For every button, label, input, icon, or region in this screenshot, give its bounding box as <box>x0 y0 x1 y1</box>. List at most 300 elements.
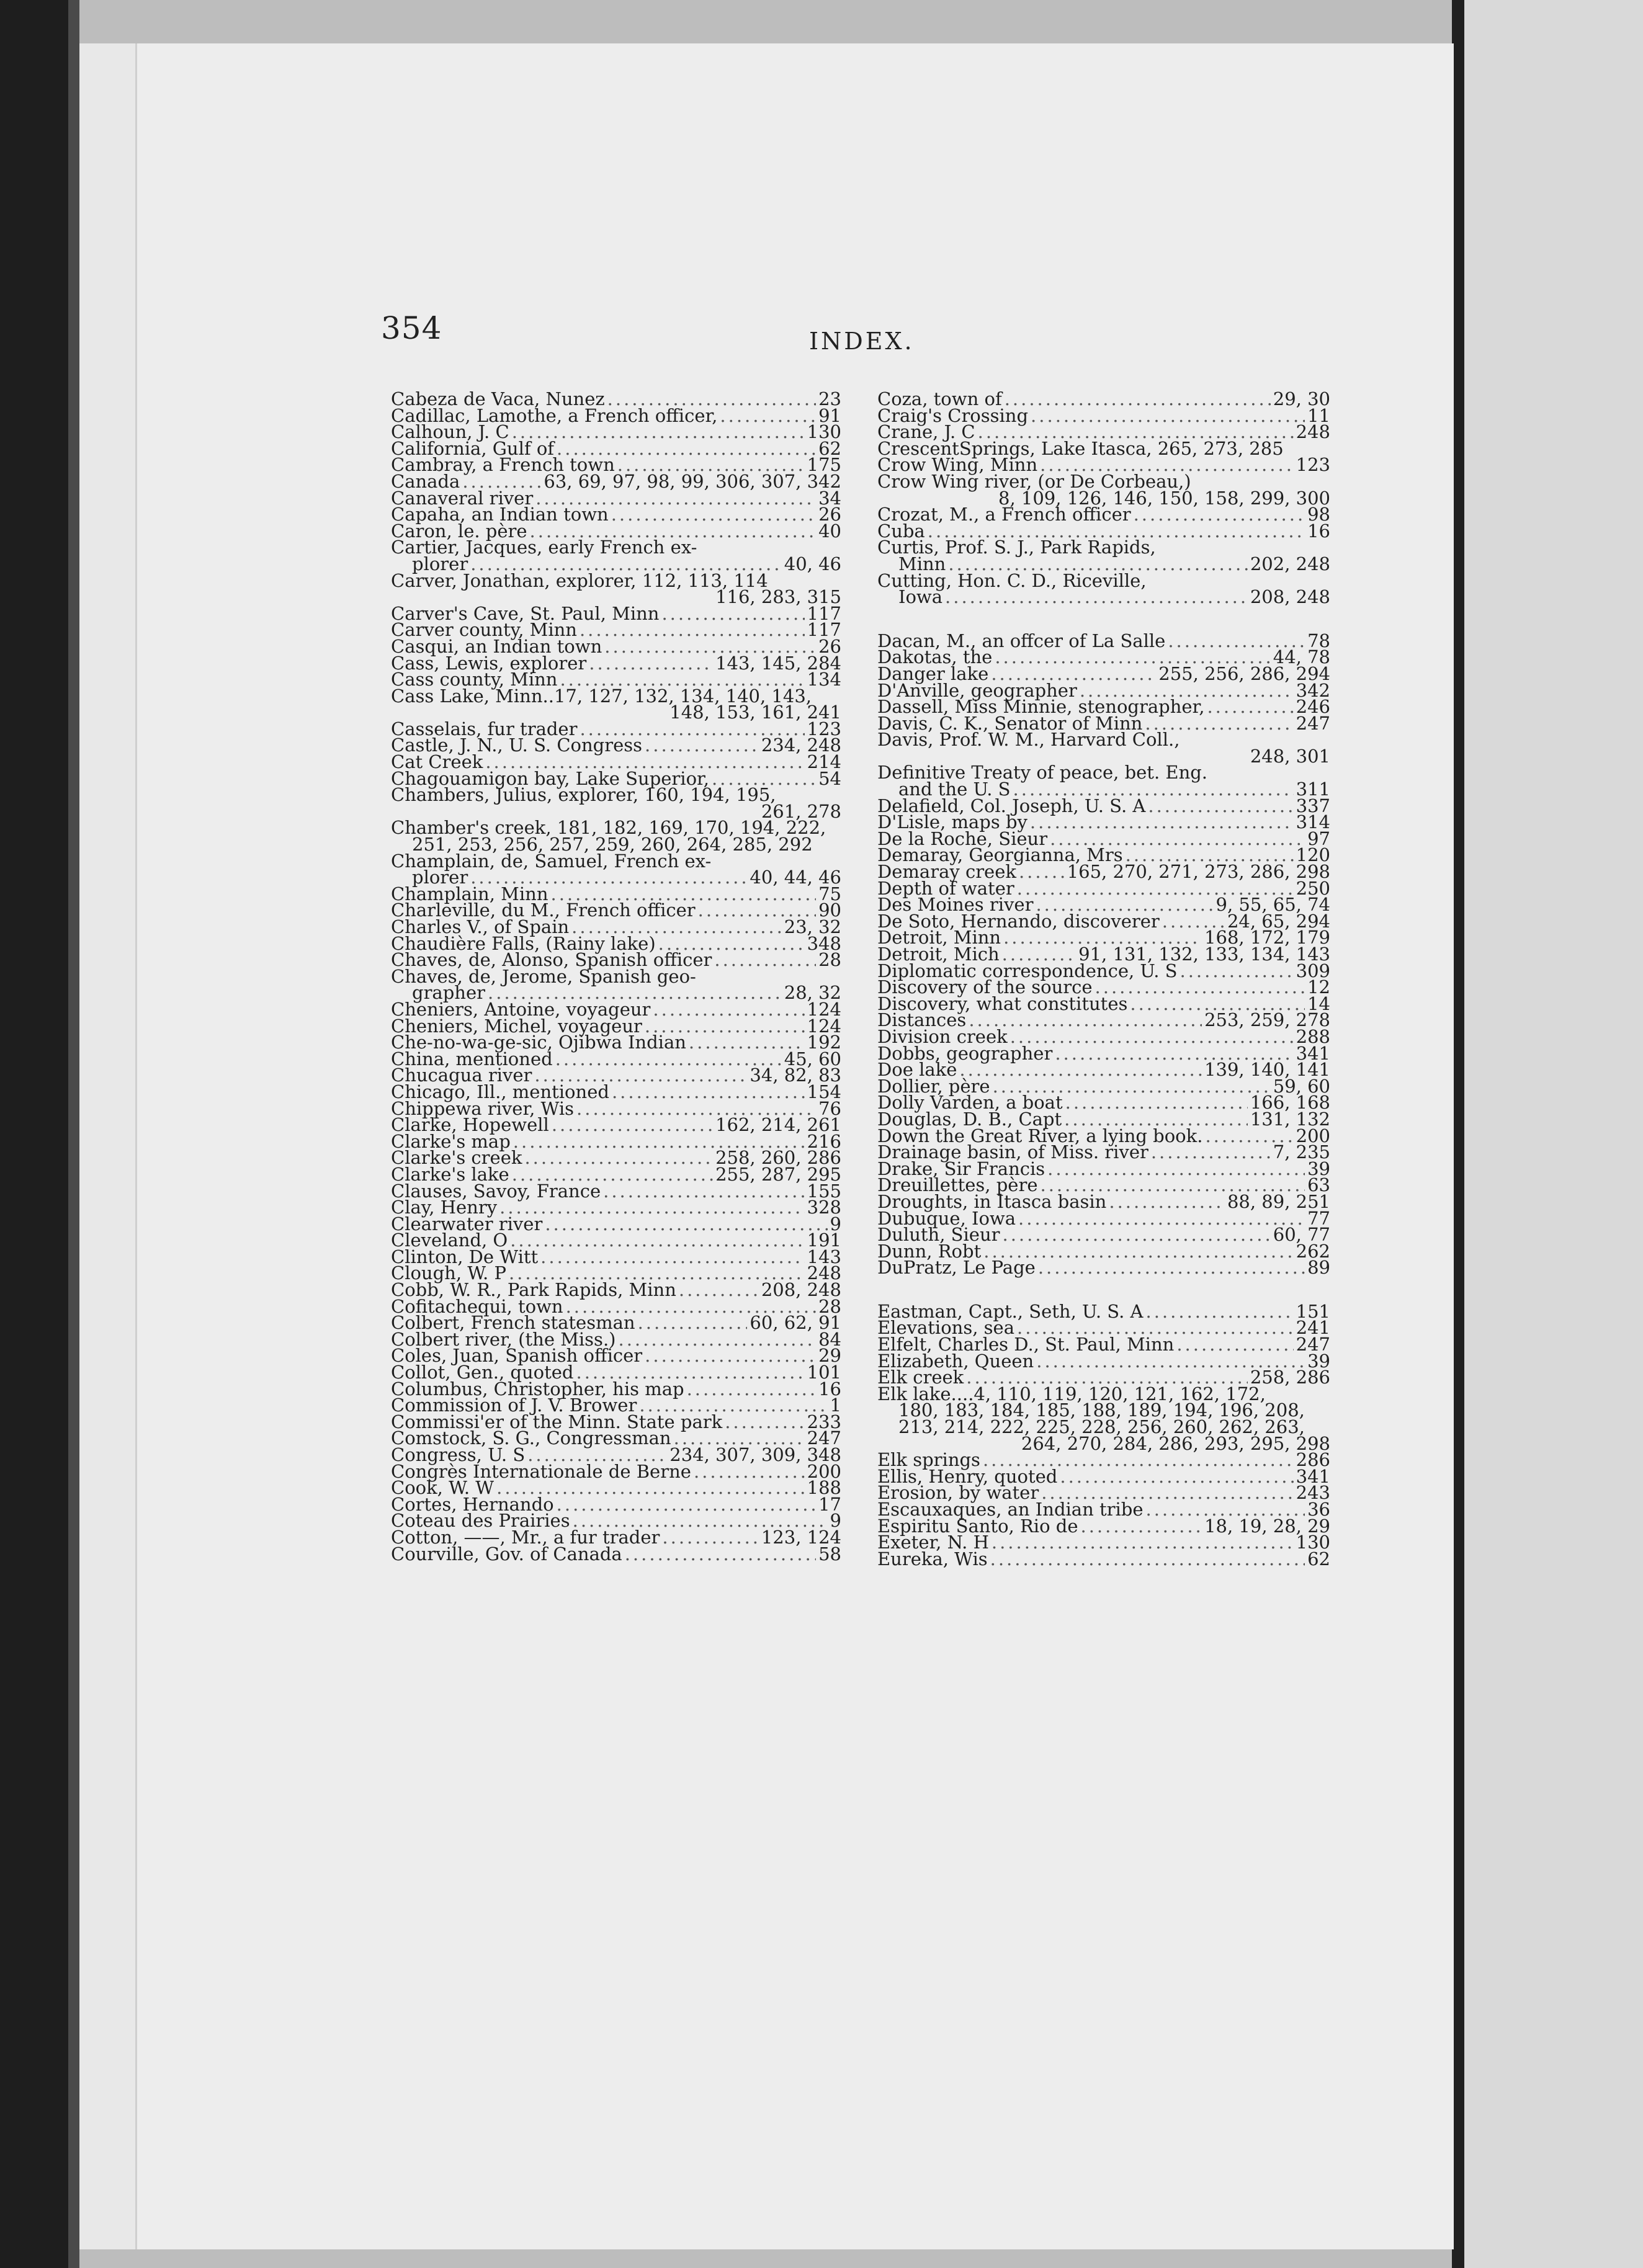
page-references: 124 <box>807 1015 841 1037</box>
index-heading: Clarke, Hopewell <box>391 1114 549 1136</box>
index-heading: Capaha, an Indian town <box>391 504 609 525</box>
index-heading: Champlain, de, Samuel, French ex- <box>391 850 712 872</box>
page-references: 26 <box>818 504 841 525</box>
page-references: 255, 287, 295 <box>715 1163 841 1185</box>
page-references: 34, 82, 83 <box>750 1065 841 1086</box>
index-heading: Collot, Gen., quoted <box>391 1362 574 1383</box>
page-references: 40 <box>818 520 841 542</box>
dot-leader <box>1060 1468 1293 1485</box>
page-references: 39 <box>1307 1158 1330 1179</box>
page-references: 246 <box>1296 696 1330 718</box>
dot-leader <box>638 1315 748 1331</box>
index-heading: Escauxaques, an Indian tribe <box>877 1499 1144 1520</box>
dot-leader <box>611 506 816 523</box>
index-heading: Cortes, Hernando <box>391 1493 554 1515</box>
page-references: 248 <box>807 1262 841 1284</box>
index-heading: Delafield, Col. Joseph, U. S. A <box>877 795 1146 816</box>
index-heading: Casselais, fur trader <box>391 718 578 739</box>
index-heading: Clarke's creek <box>391 1147 522 1169</box>
page-references: 248, 301 <box>1250 745 1330 767</box>
index-heading: Crow Wing, Minn <box>877 454 1038 476</box>
page-references: 134 <box>807 669 841 690</box>
index-heading: Curtis, Prof. S. J., Park Rapids, <box>877 537 1156 558</box>
letter-section-gap <box>877 605 1330 633</box>
page-references: 16 <box>1307 520 1330 542</box>
page-references: 116, 283, 315 <box>715 586 841 608</box>
page-references: 258, 286 <box>1250 1367 1330 1388</box>
page-references: 314 <box>1296 811 1330 833</box>
index-heading: Clearwater river <box>391 1213 543 1234</box>
index-entry <box>877 506 1330 523</box>
page-references: 44, 78 <box>1273 646 1330 668</box>
dot-leader <box>557 1496 816 1513</box>
index-heading: Charles V., of Spain <box>391 916 570 937</box>
dot-leader <box>1003 1226 1271 1243</box>
index-heading: Cass, Lewis, explorer <box>391 652 587 674</box>
index-heading: Cambray, a French town <box>391 454 615 476</box>
index-heading: Chagouamigon bay, Lake Superior, <box>391 767 709 789</box>
page-references: 29 <box>818 1345 841 1367</box>
page-references: 247 <box>807 1427 841 1449</box>
index-heading: Douglas, D. B., Capt <box>877 1108 1062 1130</box>
index-heading: Crozat, M., a French officer <box>877 504 1131 525</box>
page-references: 216 <box>807 1130 841 1152</box>
index-heading: Congress, U. S <box>391 1444 526 1465</box>
facing-page <box>1464 0 1643 2268</box>
page-references: 9 <box>830 1510 841 1532</box>
index-heading: Down the Great River, a lying book. <box>877 1125 1203 1146</box>
dot-leader <box>945 589 1248 605</box>
page-references: 247 <box>1296 1334 1330 1355</box>
index-heading: Cutting, Hon. C. D., Riceville, <box>877 569 1147 591</box>
index-heading: DuPratz, Le Page <box>877 1257 1036 1279</box>
page-references: 89 <box>1307 1257 1330 1279</box>
page-references: 90 <box>818 900 841 921</box>
index-heading: plorer <box>412 553 468 574</box>
dot-leader <box>645 737 759 754</box>
page-references: 117 <box>807 619 841 641</box>
page-references: 208, 248 <box>1250 586 1330 608</box>
page-references: 123 <box>807 718 841 739</box>
index-heading: Eureka, Wis <box>877 1548 988 1569</box>
page-references: 154 <box>807 1081 841 1102</box>
index-heading: De Soto, Hernando, discoverer <box>877 910 1160 932</box>
index-heading: Cheniers, Michel, voyageur <box>391 1015 642 1037</box>
page-references: 91 <box>818 404 841 426</box>
page-references: 11 <box>1307 404 1330 426</box>
dot-leader <box>499 1199 805 1216</box>
index-heading: Cass county, Minn <box>391 669 558 690</box>
dot-leader <box>1031 408 1305 424</box>
page-references: 78 <box>1307 630 1330 651</box>
index-heading: CrescentSprings, Lake Itasca, 265, 273, 285 <box>877 437 1284 459</box>
page-references: 63, 69, 97, 98, 99, 306, 307, 342 <box>544 470 841 492</box>
page-references: 233 <box>807 1411 841 1432</box>
index-heading: Clough, W. P <box>391 1262 506 1284</box>
index-heading: Chaves, de, Jerome, Spanish geo- <box>391 965 696 987</box>
page-references: 191 <box>807 1230 841 1251</box>
page-references: 54 <box>818 767 841 789</box>
dot-leader <box>959 1061 1202 1078</box>
page-references: 208, 248 <box>761 1279 841 1301</box>
index-heading: Duluth, Sieur <box>877 1224 1000 1246</box>
dot-leader <box>580 622 805 638</box>
index-heading: D'Lisle, maps by <box>877 811 1027 833</box>
page-references: 200 <box>1296 1125 1330 1146</box>
index-heading: Coteau des Prairies <box>391 1510 570 1532</box>
index-heading: Che-no-wa-ge-sic, Ojibwa Indian <box>391 1032 686 1053</box>
page-references: 262 <box>1296 1240 1330 1262</box>
index-heading: Cass Lake, Minn..17, 127, 132, 134, 140, 143, <box>391 685 812 707</box>
dot-leader <box>662 1529 758 1546</box>
page-references: 45, 60 <box>784 1048 841 1069</box>
page-references: 342 <box>1296 679 1330 701</box>
dot-leader <box>661 605 804 622</box>
page-references: 16 <box>818 1378 841 1400</box>
page-references: 60, 77 <box>1273 1224 1330 1246</box>
index-heading: Clinton, De Witt <box>391 1246 539 1267</box>
dot-leader <box>1151 1144 1271 1161</box>
dot-leader <box>1207 699 1293 715</box>
page-references: 23, 32 <box>784 916 841 937</box>
dot-leader <box>555 1051 782 1068</box>
page-references: 26 <box>818 635 841 657</box>
index-heading: Commission of J. V. Brower <box>391 1395 637 1416</box>
index-heading: Iowa <box>898 586 943 608</box>
page-references: 62 <box>818 437 841 459</box>
index-heading: Cheniers, Antoine, voyageur <box>391 998 651 1020</box>
index-heading: Coles, Juan, Spanish officer <box>391 1345 643 1367</box>
index-heading: Elfelt, Charles D., St. Paul, Minn <box>877 1334 1175 1355</box>
page-references: 76 <box>818 1097 841 1119</box>
index-heading: Discovery, what constitutes <box>877 993 1128 1014</box>
page-references: 143 <box>807 1246 841 1267</box>
page-references: 200 <box>807 1460 841 1482</box>
page-references: 9, 55, 65, 74 <box>1215 894 1330 916</box>
dot-leader <box>1065 1094 1248 1111</box>
index-heading: D'Anville, geographer <box>877 679 1077 701</box>
index-heading: Chucagua river <box>391 1065 532 1086</box>
dot-leader <box>589 655 713 672</box>
scan-background-left <box>0 0 68 2268</box>
index-heading: grapher <box>412 982 485 1004</box>
page-references: 28 <box>818 949 841 971</box>
page-references: 28 <box>818 1295 841 1317</box>
dot-leader <box>618 1331 816 1348</box>
book-edge <box>68 0 79 2268</box>
index-entry <box>877 586 1330 608</box>
index-heading: Espiritu Santo, Rio de <box>877 1515 1078 1537</box>
page-references: 17 <box>818 1493 841 1515</box>
letter-section-gap <box>877 1276 1330 1303</box>
dot-leader <box>1134 506 1305 523</box>
dot-leader <box>540 1249 804 1266</box>
index-heading: Elizabeth, Queen <box>877 1350 1034 1372</box>
page-references: 120 <box>1296 844 1330 866</box>
index-heading: Carver county, Minn <box>391 619 577 641</box>
index-heading: Ellis, Henry, quoted <box>877 1465 1058 1487</box>
index-heading: Carver's Cave, St. Paul, Minn <box>391 602 660 624</box>
dot-leader <box>603 1183 805 1200</box>
index-heading: Eastman, Capt., Seth, U. S. A <box>877 1300 1144 1322</box>
index-heading: Dassell, Miss Minnie, stenographer, <box>877 696 1205 718</box>
page-references: 286 <box>1296 1449 1330 1471</box>
index-heading: Crane, J. C <box>877 421 975 443</box>
index-heading: De la Roche, Sieur <box>877 828 1048 849</box>
dot-leader <box>1010 1029 1294 1045</box>
dot-leader <box>1019 864 1065 880</box>
index-heading: Chamber's creek, 181, 182, 169, 170, 194, 222, <box>391 817 826 839</box>
index-heading: Dubuque, Iowa <box>877 1207 1016 1229</box>
page-references: 77 <box>1307 1207 1330 1229</box>
page-references: 40, 46 <box>784 553 841 574</box>
page-references: 337 <box>1296 795 1330 816</box>
dot-leader <box>612 1084 805 1101</box>
page-references: 14 <box>1307 993 1330 1014</box>
page-references: 234, 248 <box>761 734 841 756</box>
dot-leader <box>1047 1161 1305 1177</box>
dot-leader <box>1176 1336 1293 1353</box>
page-references: 8, 109, 126, 146, 150, 158, 299, 300 <box>998 487 1330 509</box>
page-references: 63 <box>1307 1174 1330 1196</box>
index-heading: Canada <box>391 470 460 492</box>
index-heading: Discovery of the source <box>877 976 1093 998</box>
index-heading: Canaveral river <box>391 487 534 509</box>
index-heading: Distances <box>877 1009 967 1031</box>
page-references: 288 <box>1296 1025 1330 1047</box>
index-heading: Elk springs <box>877 1449 980 1471</box>
dot-leader <box>625 1546 816 1563</box>
page-references: 143, 145, 284 <box>715 652 841 674</box>
index-heading: California, Gulf of <box>391 437 555 459</box>
page-references: 91, 131, 132, 133, 134, 143 <box>1078 944 1330 965</box>
page-references: 123, 124 <box>761 1526 841 1548</box>
page-references: 241 <box>1296 1317 1330 1339</box>
index-heading: Clay, Henry <box>391 1197 498 1218</box>
page-references: 188 <box>807 1477 841 1499</box>
index-heading: Casqui, an Indian town <box>391 635 602 657</box>
index-heading: Dollier, père <box>877 1075 990 1097</box>
page-references: 75 <box>818 883 841 904</box>
page-references: 253, 259, 278 <box>1204 1009 1330 1031</box>
index-heading: Chaudière Falls, (Rainy lake) <box>391 932 656 954</box>
page-references: 202, 248 <box>1250 553 1330 574</box>
page-references: 348 <box>807 932 841 954</box>
index-heading: Cobb, W. R., Park Rapids, Minn <box>391 1279 676 1301</box>
index-heading: Elk creek <box>877 1367 964 1388</box>
index-entry <box>877 1257 1330 1279</box>
index-heading: Droughts, in Itasca basin <box>877 1190 1107 1212</box>
index-heading: Doe lake <box>877 1059 957 1081</box>
page-references: 148, 153, 161, 241 <box>669 702 841 723</box>
dot-leader <box>720 408 816 424</box>
dot-leader <box>992 1534 1294 1551</box>
page-references: 248 <box>1296 421 1330 443</box>
index-heading: Cadillac, Lamothe, a French officer, <box>391 404 718 426</box>
index-heading: Elevations, sea <box>877 1317 1014 1339</box>
index-heading: Exeter, N. H <box>877 1532 989 1553</box>
page-references: 29, 30 <box>1273 388 1330 409</box>
page-references: 311 <box>1296 779 1330 800</box>
index-heading: Des Moines river <box>877 894 1034 916</box>
page-references: 258, 260, 286 <box>715 1147 841 1169</box>
index-heading: Dolly Varden, a boat <box>877 1092 1063 1114</box>
page-references: 234, 307, 309, 348 <box>669 1444 841 1465</box>
page-references: 124 <box>807 998 841 1020</box>
dot-leader <box>524 1150 713 1166</box>
page-references: 165, 270, 271, 273, 286, 298 <box>1067 861 1330 883</box>
page-references: 59, 60 <box>1273 1075 1330 1097</box>
index-heading: Calhoun, J. C <box>391 421 509 443</box>
index-heading: Clauses, Savoy, France <box>391 1180 601 1202</box>
page-references: 130 <box>807 421 841 443</box>
dot-leader <box>510 1232 804 1249</box>
index-heading: Drainage basin, of Miss. river <box>877 1141 1148 1163</box>
page-references: 250 <box>1296 877 1330 899</box>
page-references: 247 <box>1296 712 1330 734</box>
index-heading: Davis, Prof. W. M., Harvard Coll., <box>877 729 1180 751</box>
index-heading: Division creek <box>877 1025 1008 1047</box>
index-heading: Definitive Treaty of peace, bet. Eng. <box>877 762 1208 784</box>
dot-leader <box>1018 1210 1305 1227</box>
dot-leader <box>1109 1194 1225 1210</box>
dot-leader <box>1005 391 1271 408</box>
page-references: 12 <box>1307 976 1330 998</box>
dot-leader <box>1038 1259 1305 1276</box>
page-references: 62 <box>1307 1548 1330 1569</box>
index-heading: Colbert, French statesman <box>391 1312 635 1334</box>
index-heading: Cleveland, O <box>391 1230 508 1251</box>
page-references: 123 <box>1296 454 1330 476</box>
index-heading: Chicago, Ill., mentioned <box>391 1081 609 1102</box>
page-references: 166, 168 <box>1250 1092 1330 1114</box>
index-heading: Dunn, Robt <box>877 1240 982 1262</box>
index-heading: Erosion, by water <box>877 1482 1039 1504</box>
index-heading: Drake, Sir Francis <box>877 1158 1045 1179</box>
index-heading: Dakotas, the <box>877 646 993 668</box>
index-heading: Cabeza de Vaca, Nunez <box>391 388 605 409</box>
index-heading: Demaray creek <box>877 861 1016 883</box>
page-references: 168, 172, 179 <box>1204 927 1330 949</box>
page-references: 151 <box>1296 1300 1330 1322</box>
page-references: 88, 89, 251 <box>1227 1190 1330 1212</box>
index-heading: Champlain, Minn <box>391 883 548 904</box>
page-references: 1 <box>830 1395 841 1416</box>
index-heading: Elk lake....4, 110, 119, 120, 121, 162, 172, <box>877 1383 1266 1404</box>
index-heading: Depth of water <box>877 877 1014 899</box>
index-heading: Charleville, du M., French officer <box>391 900 696 921</box>
page-references: 130 <box>1296 1532 1330 1553</box>
index-heading: China, mentioned <box>391 1048 553 1069</box>
page-references: 58 <box>818 1543 841 1565</box>
dot-leader <box>545 1216 827 1233</box>
page-references: 36 <box>1307 1499 1330 1520</box>
index-heading: and the U. S <box>898 779 1011 800</box>
index-heading: Comstock, S. G., Congressman <box>391 1427 671 1449</box>
index-heading: Cofitachequi, town <box>391 1295 563 1317</box>
page-references: 98 <box>1307 504 1330 525</box>
index-heading: 251, 253, 256, 257, 259, 260, 264, 285, 292 <box>412 834 813 855</box>
index-heading: Columbus, Christopher, his map <box>391 1378 684 1400</box>
page-references: 101 <box>807 1362 841 1383</box>
index-heading: Chaves, de, Alonso, Spanish officer <box>391 949 712 971</box>
page-references: 24, 65, 294 <box>1227 910 1330 932</box>
index-entry <box>877 1548 1330 1569</box>
page-references: 192 <box>807 1032 841 1053</box>
page-references: 214 <box>807 751 841 773</box>
page-references: 309 <box>1296 960 1330 981</box>
index-heading: Crow Wing river, (or De Corbeau,) <box>877 470 1191 492</box>
dot-leader <box>1148 798 1293 815</box>
page-references: 243 <box>1296 1482 1330 1504</box>
index-heading: Minn <box>898 553 946 574</box>
index-heading: Clarke's map <box>391 1130 511 1152</box>
index-heading: Davis, C. K., Senator of Minn <box>877 712 1143 734</box>
dot-leader <box>679 1282 759 1298</box>
dot-leader <box>1145 1303 1293 1320</box>
index-heading: Dreuillettes, père <box>877 1174 1038 1196</box>
page-references: 34 <box>818 487 841 509</box>
dot-leader <box>725 1414 804 1431</box>
index-heading: Chambers, Julius, explorer, 160, 194, 195, <box>391 784 776 806</box>
index-heading: 180, 183, 184, 185, 188, 189, 194, 196, 208, <box>898 1400 1305 1421</box>
index-heading: Commissi'er of the Minn. State park <box>391 1411 723 1432</box>
page-references: 97 <box>1307 828 1330 849</box>
page-references: 341 <box>1296 1042 1330 1064</box>
index-heading: Courville, Gov. of Canada <box>391 1543 622 1565</box>
running-head: INDEX. <box>809 328 915 355</box>
index-heading: Diplomatic correspondence, U. S <box>877 960 1178 981</box>
index-column-right <box>877 388 1330 1569</box>
index-heading: Congrès Internationale de Berne <box>391 1460 691 1482</box>
index-heading: Craig's Crossing <box>877 404 1029 426</box>
dot-leader <box>1080 1518 1202 1535</box>
index-heading: Cuba <box>877 520 925 542</box>
page-references: 175 <box>807 454 841 476</box>
page-references: 155 <box>807 1180 841 1202</box>
index-heading: Cartier, Jacques, early French ex- <box>391 537 697 558</box>
page-references: 264, 270, 284, 286, 293, 295, 298 <box>1021 1432 1330 1454</box>
index-heading: Coza, town of <box>877 388 1002 409</box>
dot-leader <box>990 1551 1305 1568</box>
page-references: 18, 19, 28, 29 <box>1204 1515 1330 1537</box>
page-references: 9 <box>830 1213 841 1234</box>
page-references: 139, 140, 141 <box>1204 1059 1330 1081</box>
page-references: 117 <box>807 602 841 624</box>
index-heading: Dobbs, geographer <box>877 1042 1053 1064</box>
index-heading: Detroit, Mich <box>877 944 1000 965</box>
index-heading: Castle, J. N., U. S. Congress <box>391 734 643 756</box>
index-heading: Chippewa river, Wis <box>391 1097 575 1119</box>
page-references: 84 <box>818 1328 841 1350</box>
page-references: 328 <box>807 1197 841 1218</box>
index-column-left <box>391 388 841 1565</box>
page-gutter-right <box>1452 0 1464 2268</box>
page-number: 354 <box>381 310 442 346</box>
page-references: 131, 132 <box>1250 1108 1330 1130</box>
page-references: 162, 214, 261 <box>715 1114 841 1136</box>
dot-leader <box>1030 814 1294 831</box>
index-entry <box>391 1543 841 1565</box>
index-heading: Caron, le. père <box>391 520 527 542</box>
index-heading: Cotton, ——, Mr., a fur trader <box>391 1526 660 1548</box>
dot-leader <box>694 1463 805 1480</box>
index-heading: Danger lake <box>877 663 989 684</box>
page-references: 39 <box>1307 1350 1330 1372</box>
index-heading: plorer <box>412 867 468 888</box>
dot-leader <box>512 424 805 440</box>
index-heading: Demaray, Georgianna, Mrs <box>877 844 1123 866</box>
